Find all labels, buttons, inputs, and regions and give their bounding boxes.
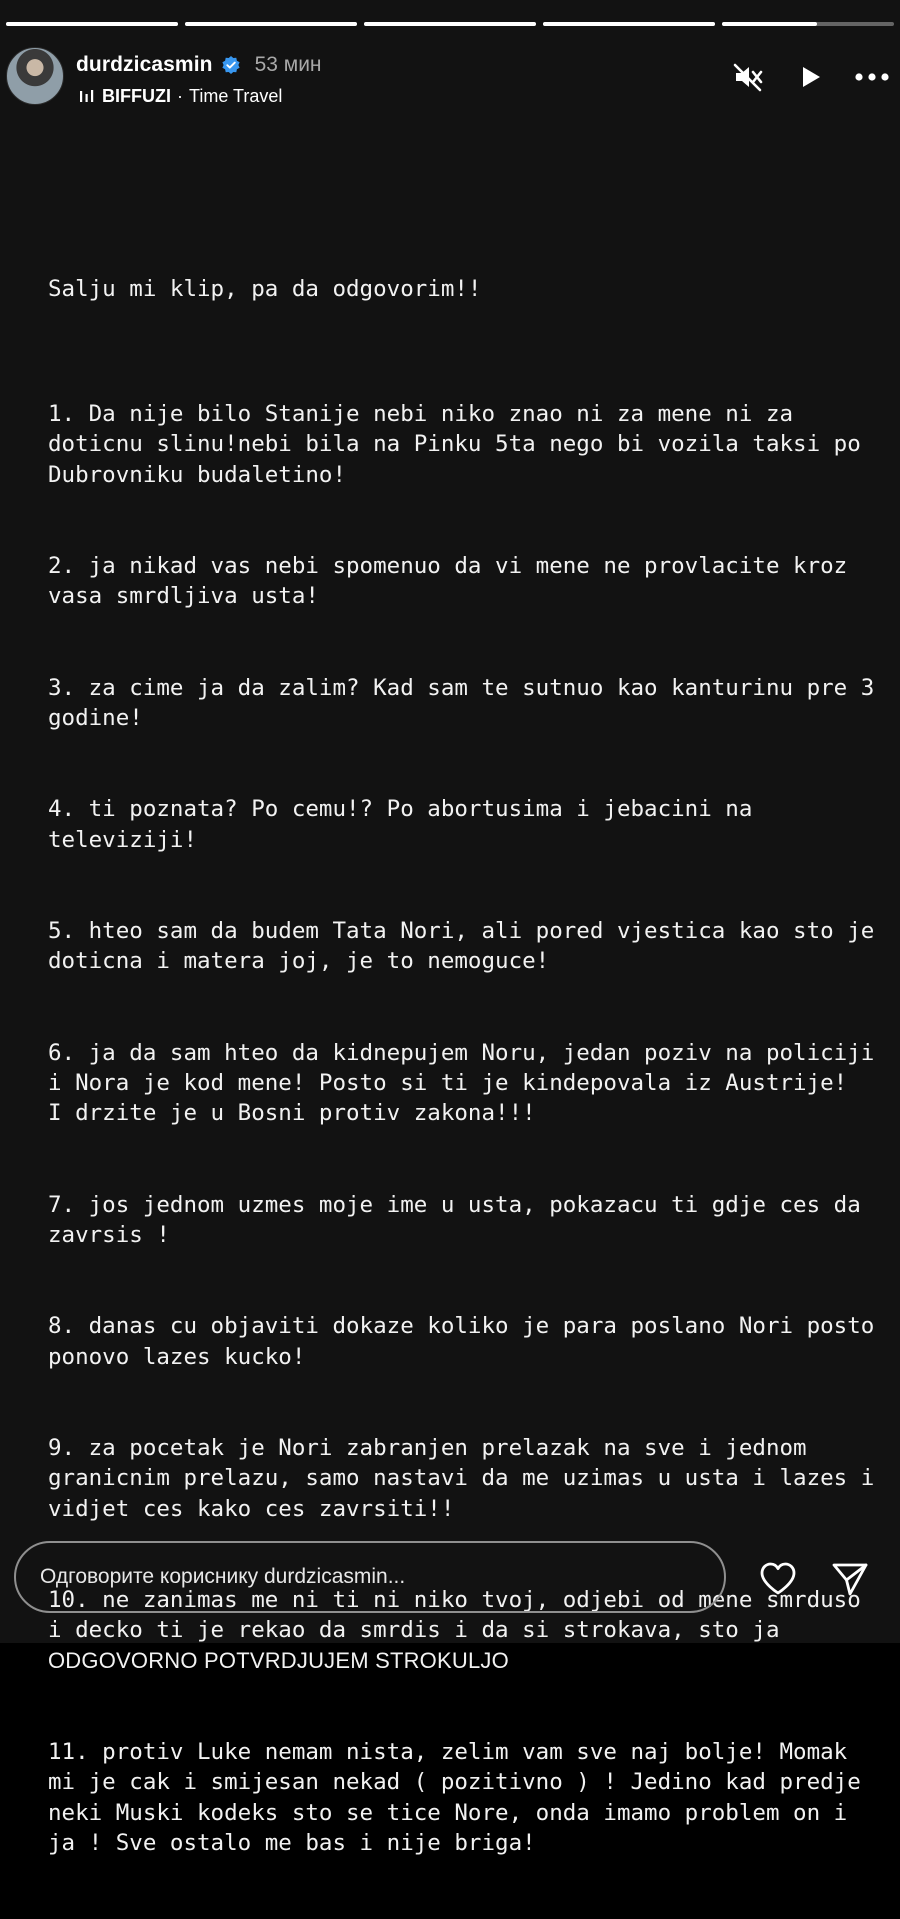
avatar[interactable]: [6, 47, 64, 105]
play-icon[interactable]: [792, 59, 828, 95]
username-row: [76, 53, 322, 77]
username[interactable]: durdzicasmin: [76, 53, 213, 76]
heart-icon[interactable]: [758, 1559, 798, 1599]
story-controls: [730, 59, 890, 95]
story-point-7: 7. jos jednom uzmes moje ime u usta, pokazacu ti gdje ces da zavrsis !: [48, 1191, 875, 1248]
progress-segment: [543, 22, 715, 26]
story-progress-bar: [6, 22, 894, 26]
story-point-10-text: 10. ne zanimas me ni ti ni niko tvoj, odjebi od mene smrduso i decko ti je rekao da smrdis i da si strokava, sto ja: [48, 1586, 875, 1644]
progress-segment: [722, 22, 894, 26]
music-attribution[interactable]: [78, 85, 282, 107]
more-options-icon[interactable]: [854, 59, 890, 95]
story-point-1: 1. Da nije bilo Stanije nebi niko znao ni za mene ni za doticnu slinu!nebi bila na Pinku 5ta nego bi vozila taksi po Dubrovniku budaletino!: [48, 401, 875, 488]
send-icon[interactable]: [830, 1559, 870, 1599]
story-text: [48, 213, 888, 1919]
music-bars-icon: [78, 87, 96, 105]
story-footer: [0, 1533, 900, 1643]
story-point-10-caps: ODGOVORNO POTVRDJUJEM STROKULJO: [48, 1647, 509, 1673]
story-point-8: 8. danas cu objaviti dokaze koliko je para poslano Nori posto ponovo lazes kucko!: [48, 1313, 888, 1370]
story-header: [6, 45, 890, 115]
story-point-9: 9. za pocetak je Nori zabranjen prelazak na sve i jednom granicnim prelazu, samo nastavi da me uzimas u usta i lazes i vidjet ces kako ces zavrsiti!!: [48, 1434, 888, 1522]
reply-input[interactable]: [14, 1541, 726, 1613]
progress-segment: [364, 22, 536, 26]
music-track: Time Travel: [189, 85, 283, 106]
progress-segment: [6, 22, 178, 26]
music-separator: ·: [177, 85, 183, 106]
story-point-11: 11. protiv Luke nemam nista, zelim vam sve naj bolje! Momak mi je cak i smijesan nekad ( pozitivno ) ! Jedino kad predje neki Muski kodeks sto se tice Nore, onda imamo problem on i ja ! Sve ostalo me bas i nije briga!: [48, 1738, 875, 1857]
story-point-6: 6. ja da sam hteo da kidnepujem Noru, jedan poziv na policiji i Nora je kod mene! Posto si ti je kindepovala iz Austrije! I drzite je u Bosni protiv zakona!!!: [48, 1039, 888, 1127]
music-artist: BIFFUZI: [102, 85, 171, 106]
story-intro: Salju mi klip, pa da odgovorim!!: [48, 275, 482, 302]
story-point-5: 5. hteo sam da budem Tata Nori, ali pored vjestica kao sto je doticna i matera joj, je to nemoguce!: [48, 917, 888, 975]
story-time-ago: 53 мин: [254, 53, 322, 76]
story-point-2: 2. ja nikad vas nebi spomenuo da vi mene ne provlacite kroz vasa smrdljiva usta!: [48, 553, 861, 610]
progress-segment: [185, 22, 357, 26]
verified-badge-icon: [221, 55, 241, 75]
story-point-4: 4. ti poznata? Po cemu!? Po abortusima i jebacini na televiziji!: [48, 796, 766, 853]
muted-speaker-icon[interactable]: [730, 59, 766, 95]
story-point-3: 3. za cime ja da zalim? Kad sam te sutnuo kao kanturinu pre 3 godine!: [48, 674, 888, 732]
